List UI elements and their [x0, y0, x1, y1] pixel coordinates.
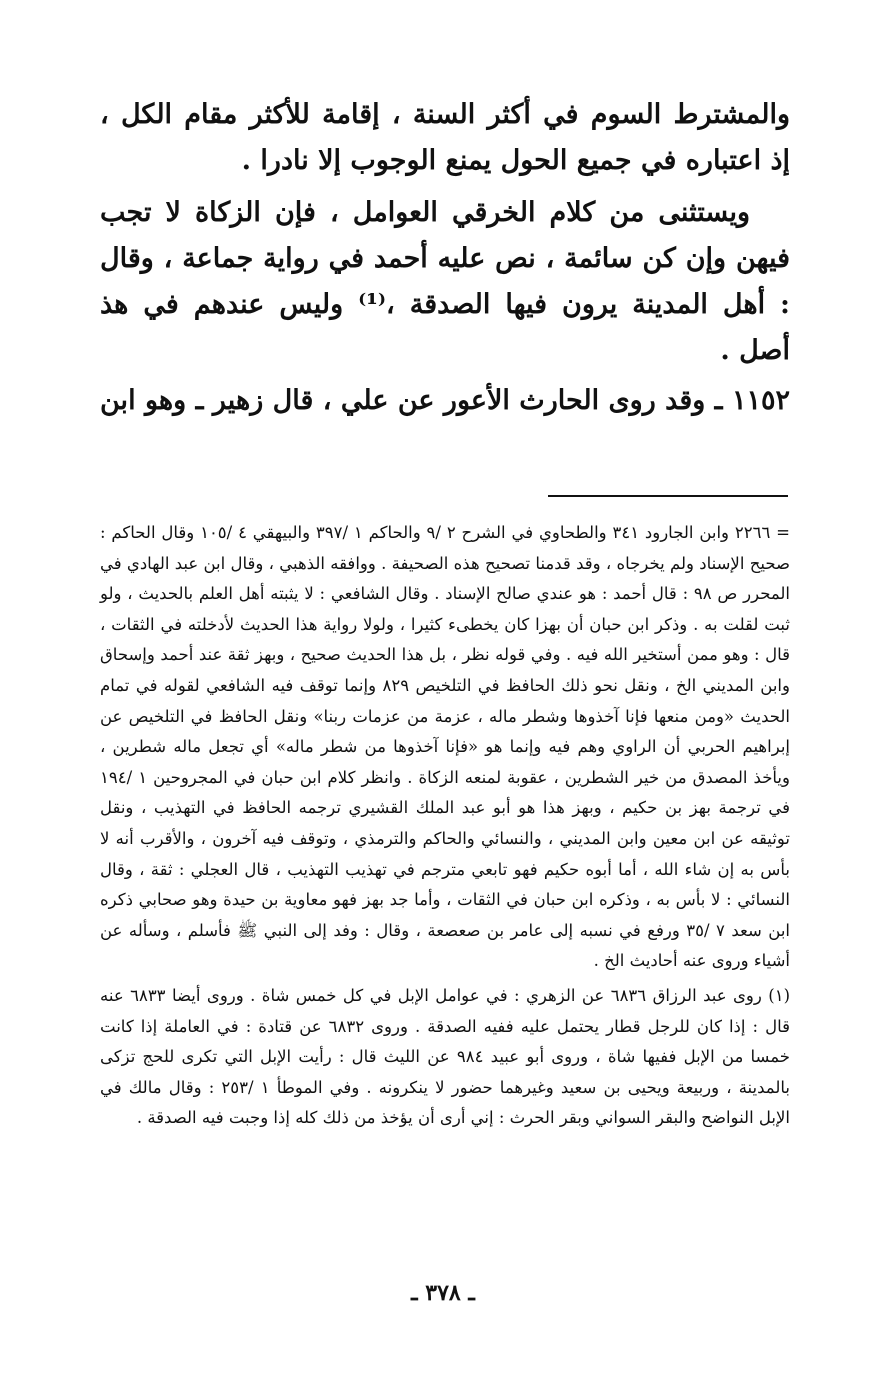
- main-paragraph-1: والمشترط السوم في أكثر السنة ، إقامة للأكثر مقام الكل ، إذ اعتباره في جميع الحول يمنع الوجوب إلا نادرا .: [100, 99, 790, 176]
- page-number: ـ ٣٧٨ ـ: [411, 1280, 475, 1306]
- main-paragraph-2: ويستثنى من كلام الخرقي العوامل ، فإن الزكاة لا تجب فيهن وإن كن سائمة ، نص عليه أحمد في رواية جماعة ، وقال : أهل المدينة يرون فيها الصدقة ،⁽¹⁾ وليس عندهم في هذ أصل .: [100, 197, 790, 366]
- footnotes: [100, 518, 790, 1134]
- footnote-1: (١) روى عبد الرزاق ٦٨٣٦ عن الزهري : في عوامل الإبل في كل خمس شاة . وروى أيضا ٦٨٣٣ عنه قال : إذا كان للرجل قطار يحتمل عليه ففيه الصدقة . وروى ٦٨٣٢ عن قتادة : في العاملة إذا كانت خمسا من الإبل ففيها شاة ، وروى أبو عبيد ٩٨٤ عن الليث قال : رأيت الإبل التي تكرى للحج تزكى بالمدينة ، وربيعة ويحيى بن سعيد وغيرهما حضور لا ينكرونه . وفي الموطأ ١ /٢٥٣ : وقال مالك في الإبل النواضح والبقر السواني وبقر الحرث : إني أرى أن يؤخذ من ذلك كله إذا وجبت فيه الصدقة .: [100, 985, 790, 1128]
- main-text: [100, 92, 790, 424]
- footnote-continued-2266: = ٢٢٦٦ وابن الجارود ٣٤١ والطحاوي في الشرح ٢ /٩ والحاكم ١ /٣٩٧ والبيهقي ٤ /١٠٥ وقال الحاكم : صحيح الإسناد ولم يخرجاه ، وقد قدمنا تصحيح هذه الصحيفة . ووافقه الذهبي ، وقال ابن عبد الهادي في المحرر ص ٩٨ : قال أحمد : هو عندي صالح الإسناد . وقال الشافعي : لا يثبته أهل العلم بالحديث ، ولو ثبت لقلت به . وذكر ابن حبان أن بهزا كان يخطىء كثيرا ، ولولا رواية هذا الحديث لأدخلته في الثقات ، قال : وهو ممن أستخير الله فيه . وفي قوله نظر ، بل هذا الحديث صحيح ، وبهز ثقة عند أحمد وإسحاق وابن المديني الخ ، ونقل نحو ذلك الحافظ في التلخيص ٨٢٩ وإنما توقف فيه الشافعي لقوله في تمام الحديث «ومن منعها فإنا آخذوها وشطر ماله ، عزمة من عزمات ربنا» ونقل الحافظ في التلخيص عن إبراهيم الحربي أن الراوي وهم فيه وإنما هو «فإنا آخذوها من شطر ماله» أي تجعل ماله شطرين ، ويأخذ المصدق من خير الشطرين ، عقوبة لمنعه الزكاة . وانظر كلام ابن حبان في المجروحين ١ /١٩٤ في ترجمة بهز بن حكيم ، وبهز هذا هو أبو عبد الملك القشيري ترجمه الحافظ في التهذيب ، ونقل توثيقه عن ابن معين وابن المديني ، والنسائي والحاكم والترمذي ، وتوقف فيه آخرون ، والأقرب أنه لا بأس به إن شاء الله ، أما أبوه حكيم فهو تابعي مترجم في تهذيب التهذيب ، قال العجلي : ثقة ، وقال النسائي : لا بأس به ، وذكره ابن حبان في الثقات ، وأما جد بهز فهو معاوية بن حيدة وهو صحابي ذكره ابن سعد ٧ /٣٥ ورفع في نسبه إلى عامر بن صعصعة ، وقال : وفد إلى النبي ﷺ فأسلم ، وسأله عن أشياء وروى عنه أحاديث الخ .: [100, 523, 790, 971]
- main-paragraph-3: ١١٥٢ ـ وقد روى الحارث الأعور عن علي ، قال زهير ـ وهو ابن: [100, 385, 790, 416]
- footnote-separator: [548, 495, 788, 497]
